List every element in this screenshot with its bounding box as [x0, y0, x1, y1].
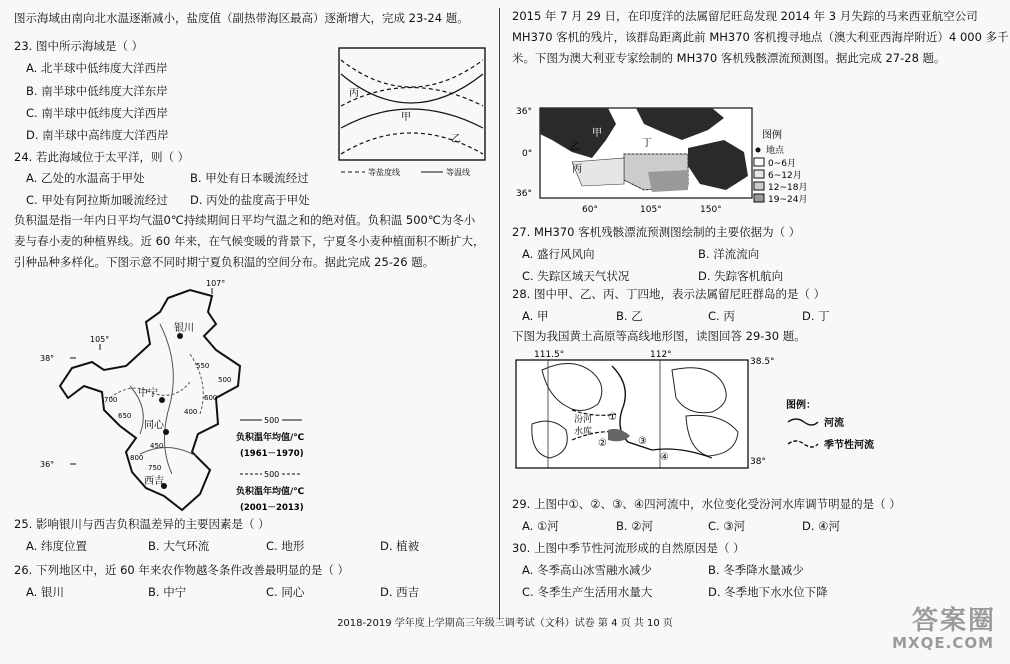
iso-700: 700 [104, 396, 118, 404]
intro-23-24: 图示海域由南向北水温逐渐减小，盐度值（副热带海区最高）逐渐增大，完成 23-24 题。 [14, 11, 469, 25]
legend-point: 地点 [766, 146, 785, 156]
label-river-2: ② [598, 438, 607, 449]
zhongning-marker [159, 397, 165, 403]
iso-750: 750 [148, 464, 162, 472]
label-bing: 丙 [349, 88, 359, 99]
q24-option-c[interactable]: C. 甲处有阿拉斯加暖流经过 [26, 193, 168, 207]
label-36: 36° [40, 460, 55, 469]
q29-stem: 29. 上图中①、②、③、④四河流中，水位变化受汾河水库调节明显的是（ ） [512, 497, 901, 511]
intro-27-line-2: MH370 客机的残片，该群岛距离此前 MH370 客机搜寻地点（澳大利亚西海岸附近）4 000 多千 [512, 30, 1009, 44]
q28-stem: 28. 图中甲、乙、丙、丁四地，表示法属留尼旺群岛的是（ ） [512, 287, 826, 301]
q23-option-c[interactable]: C. 南半球中低纬度大洋西岸 [26, 106, 168, 120]
column-divider [499, 8, 500, 620]
label-shuiku: 水库 [574, 427, 593, 437]
label-36n: 36° [516, 107, 532, 117]
label-ding: 丁 [642, 138, 652, 149]
label-river-1: ① [608, 412, 617, 423]
legend-point-marker [756, 148, 761, 153]
q27-option-c[interactable]: C. 失踪区域天气状况 [522, 269, 630, 283]
legend1-period: (1961－1970) [240, 449, 304, 459]
iso-800: 800 [130, 454, 144, 462]
q30-option-d[interactable]: D. 冬季地下水水位下降 [708, 585, 828, 599]
q23-option-a[interactable]: A. 北半球中低纬度大洋西岸 [26, 61, 168, 75]
label-105-east: 105° [640, 205, 662, 215]
watermark-top: 答案圈 [911, 606, 996, 636]
label-38-5: 38.5° [750, 357, 775, 367]
q28-option-b[interactable]: B. 乙 [616, 309, 643, 323]
iso-550: 550 [196, 362, 210, 370]
watermark-bottom: MXQE.COM [892, 634, 994, 652]
q29-option-c[interactable]: C. ③河 [708, 519, 746, 533]
legend-6-12: 6~12月 [768, 171, 802, 181]
label-xiji: 西吉 [144, 476, 164, 487]
intro-25-line-2: 麦与春小麦的种植界线。近 60 年来，在气候变暖的背景下，宁夏冬小麦种植面积不断扩大， [14, 234, 485, 248]
q30-option-a[interactable]: A. 冬季高山冰雪融水减少 [522, 563, 652, 577]
q27-option-d[interactable]: D. 失踪客机航向 [698, 269, 784, 283]
label-107: 107° [206, 279, 226, 288]
q28-option-c[interactable]: C. 丙 [708, 309, 735, 323]
legend-12-18: 12~18月 [768, 183, 808, 193]
legend-seasonal-river: 季节性河流 [824, 440, 874, 451]
label-river-4: ④ [660, 452, 669, 463]
q26-stem: 26. 下列地区中，近 60 年来农作物越冬条件改善最明显的是（ ） [14, 563, 350, 577]
label-river-3: ③ [638, 436, 647, 447]
legend-title: 图例 [762, 130, 782, 141]
label-0: 0° [522, 149, 533, 159]
q24-stem: 24. 若此海域位于太平洋，则（ ） [14, 150, 190, 164]
q28-option-a[interactable]: A. 甲 [522, 309, 549, 323]
q30-option-b[interactable]: B. 冬季降水量减少 [708, 563, 804, 577]
label-jia: 甲 [592, 128, 602, 139]
loess-plateau-contour-map [512, 346, 912, 476]
legend2-period: (2001－2013) [240, 503, 304, 513]
ocean-isoline-figure [335, 44, 495, 182]
q25-option-a[interactable]: A. 纬度位置 [26, 539, 87, 553]
q24-option-a[interactable]: A. 乙处的水温高于甲处 [26, 171, 145, 185]
label-yinchuan: 银川 [174, 323, 194, 334]
watermark-logo [874, 600, 1004, 662]
legend-0-6: 0~6月 [768, 159, 796, 169]
q27-option-b[interactable]: B. 洋流流向 [698, 247, 760, 261]
label-36s: 36° [516, 189, 532, 199]
intro-27-line-3: 米。下图为澳大利亚专家绘制的 MH370 客机残骸漂流预测图。据此完成 27-28 题。 [512, 51, 946, 65]
legend-title: 图例： [786, 400, 816, 411]
ningxia-negative-accumulated-temperature-map [40, 274, 330, 516]
label-yi: 乙 [451, 134, 461, 145]
q30-option-c[interactable]: C. 冬季生产生活用水量大 [522, 585, 653, 599]
q24-option-b[interactable]: B. 甲处有日本暖流经过 [190, 171, 309, 185]
q23-option-b[interactable]: B. 南半球中低纬度大洋东岸 [26, 84, 168, 98]
label-38-0: 38° [750, 457, 766, 467]
intro-27-line-1: 2015 年 7 月 29 日，在印度洋的法属留尼旺岛发现 2014 年 3 月失踪的马来西亚航空公司 [512, 9, 978, 23]
legend2-title: 负积温年均值/℃ [236, 487, 305, 497]
label-111-5: 111.5° [534, 350, 565, 360]
q26-option-c[interactable]: C. 同心 [266, 585, 305, 599]
q27-option-a[interactable]: A. 盛行风风向 [522, 247, 595, 261]
q25-option-c[interactable]: C. 地形 [266, 539, 305, 553]
q23-stem: 23. 图中所示海域是（ ） [14, 39, 144, 53]
intro-25-line-3: 引种品种多样化。下图示意不同时期宁夏负积温的空间分布。据此完成 25-26 题。 [14, 255, 435, 269]
intro-27-28 [512, 6, 1009, 69]
q23-option-d[interactable]: D. 南半球中高纬度大洋西岸 [26, 128, 169, 142]
q29-option-b[interactable]: B. ②河 [616, 519, 654, 533]
page-footer: 2018-2019 学年度上学期高三年级三调考试（文科）试卷 第 4 页 共 10 页 [337, 618, 673, 629]
intro-25-line-1: 负积温是指一年内日平均气温0℃持续期间日平均气温之和的绝对值。负积温 500℃为冬小 [14, 213, 476, 227]
q29-option-d[interactable]: D. ④河 [802, 519, 840, 533]
label-tongxin: 同心 [144, 420, 164, 431]
q26-option-d[interactable]: D. 西吉 [380, 585, 420, 599]
label-bing: 丙 [572, 164, 582, 175]
legend-isotherm: 等温线 [446, 168, 470, 177]
legend1-value: 500 [264, 416, 280, 425]
q25-option-b[interactable]: B. 大气环流 [148, 539, 210, 553]
iso-650: 650 [118, 412, 132, 420]
label-105: 105° [90, 335, 110, 344]
legend1-title: 负积温年均值/℃ [236, 433, 305, 443]
mh370-drift-prediction-map [512, 100, 822, 224]
q27-stem: 27. MH370 客机残骸漂流预测图绘制的主要依据为（ ） [512, 225, 801, 239]
legend-salinity: 等盐度线 [368, 168, 400, 177]
q30-stem: 30. 上图中季节性河流形成的自然原因是（ ） [512, 541, 745, 555]
iso-600: 600 [204, 394, 218, 402]
label-112: 112° [650, 350, 672, 360]
intro-25-26 [14, 210, 485, 273]
iso-450: 450 [150, 442, 164, 450]
iso-500: 500 [218, 376, 232, 384]
q25-stem: 25. 影响银川与西吉负积温差异的主要因素是（ ） [14, 517, 270, 531]
q25-option-d[interactable]: D. 植被 [380, 539, 420, 553]
legend2-value: 500 [264, 470, 280, 479]
iso-400: 400 [184, 408, 198, 416]
label-150: 150° [700, 205, 722, 215]
label-fenhe: 汾河 [574, 415, 593, 425]
q29-option-a[interactable]: A. ①河 [522, 519, 559, 533]
q26-option-b[interactable]: B. 中宁 [148, 585, 187, 599]
legend-river: 河流 [824, 418, 844, 429]
q28-option-d[interactable]: D. 丁 [802, 309, 830, 323]
q24-option-d[interactable]: D. 丙处的盐度高于甲处 [190, 193, 310, 207]
q26-option-a[interactable]: A. 银川 [26, 585, 64, 599]
label-yi: 乙 [570, 142, 580, 153]
label-jia: 甲 [401, 112, 411, 123]
label-60: 60° [582, 205, 598, 215]
label-38: 38° [40, 354, 55, 363]
intro-29-30: 下图为我国黄土高原等高线地形图，读图回答 29-30 题。 [512, 329, 806, 343]
legend-19-24: 19~24月 [768, 195, 808, 205]
label-zhongning: 中宁 [138, 388, 158, 399]
